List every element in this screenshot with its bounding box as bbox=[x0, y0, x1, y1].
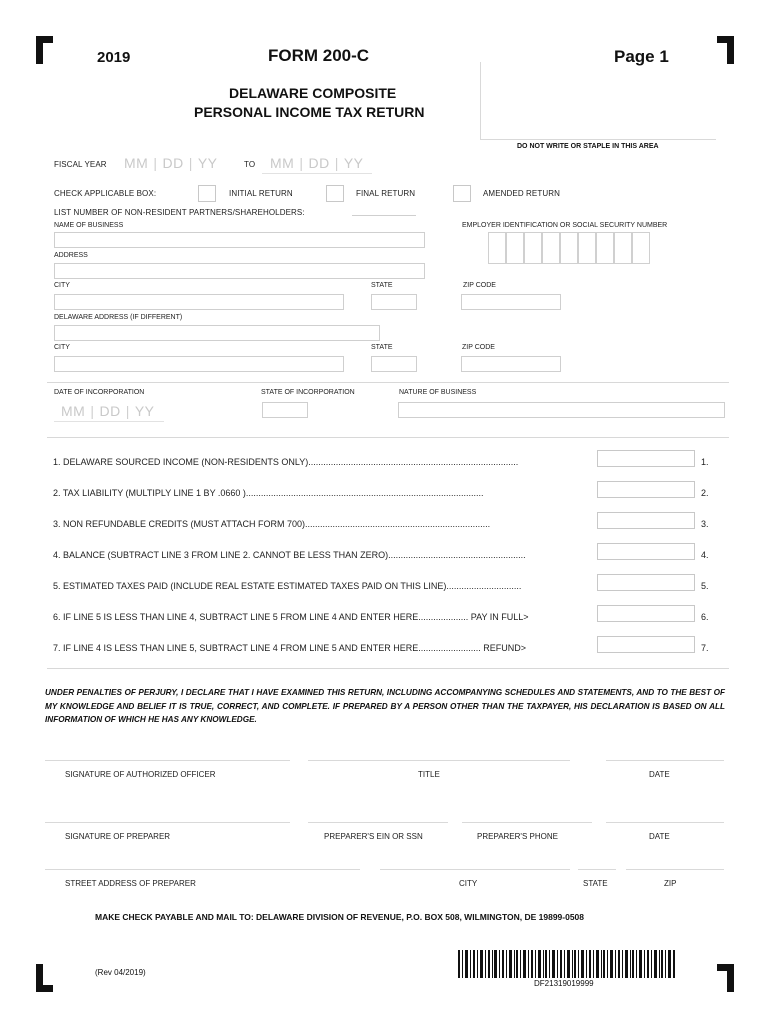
check-box-label: CHECK APPLICABLE BOX: bbox=[54, 189, 157, 198]
ein-digit-box[interactable] bbox=[578, 232, 596, 264]
preparer-state-label: STATE bbox=[583, 879, 608, 888]
preparer-zip-label: ZIP bbox=[664, 879, 677, 888]
nature-business-label: NATURE OF BUSINESS bbox=[399, 389, 477, 396]
form-title-line1: DELAWARE COMPOSITE bbox=[229, 85, 397, 101]
line-1-text: 1. DELAWARE SOURCED INCOME (NON-RESIDENTS ONLY).................................................................................... bbox=[53, 457, 519, 467]
date2-line[interactable] bbox=[606, 822, 724, 823]
divider bbox=[47, 437, 729, 438]
fiscal-start-dd: DD bbox=[162, 155, 184, 171]
ein-digit-box[interactable] bbox=[614, 232, 632, 264]
preparer-ein-label: PREPARER'S EIN OR SSN bbox=[324, 832, 423, 841]
fiscal-end-dd: DD bbox=[308, 155, 330, 171]
mail-instruction: MAKE CHECK PAYABLE AND MAIL TO: DELAWARE DIVISION OF REVENUE, P.O. BOX 508, WILMINGTON, DE 19899-0508 bbox=[95, 912, 585, 922]
amended-return-label: AMENDED RETURN bbox=[483, 189, 560, 198]
city-input[interactable] bbox=[54, 294, 344, 310]
date2-label: DATE bbox=[649, 832, 670, 841]
officer-signature-line[interactable] bbox=[45, 760, 290, 761]
line-6-text: 6. IF LINE 5 IS LESS THAN LINE 4, SUBTRACT LINE 5 FROM LINE 4 AND ENTER HERE.................... PAY IN FULL> bbox=[53, 612, 529, 622]
date-inc-underline bbox=[54, 421, 164, 422]
date-incorporation-label: DATE OF INCORPORATION bbox=[54, 389, 145, 396]
street-address-label: STREET ADDRESS OF PREPARER bbox=[65, 879, 196, 888]
line-3-amount[interactable] bbox=[597, 512, 695, 529]
preparer-signature-line[interactable] bbox=[45, 822, 290, 823]
fiscal-start-yy: YY bbox=[197, 155, 218, 171]
preparer-ein-line[interactable] bbox=[308, 822, 448, 823]
ein-digit-box[interactable] bbox=[632, 232, 650, 264]
line-4-text: 4. BALANCE (SUBTRACT LINE 3 FROM LINE 2. CANNOT BE LESS THAN ZERO)....................................................... bbox=[53, 550, 526, 560]
line-6-amount[interactable] bbox=[597, 605, 695, 622]
revision-date: (Rev 04/2019) bbox=[95, 968, 146, 977]
amended-return-checkbox[interactable] bbox=[453, 185, 471, 202]
form-title-line2: PERSONAL INCOME TAX RETURN bbox=[194, 104, 425, 120]
partners-count-field[interactable] bbox=[352, 215, 416, 216]
ein-label: EMPLOYER IDENTIFICATION OR SOCIAL SECURITY NUMBER bbox=[462, 222, 668, 229]
line-5-amount[interactable] bbox=[597, 574, 695, 591]
initial-return-label: INITIAL RETURN bbox=[229, 189, 293, 198]
fiscal-end-yy: YY bbox=[343, 155, 364, 171]
zip-label: ZIP CODE bbox=[463, 282, 496, 289]
inc-dd: DD bbox=[99, 403, 121, 419]
final-return-label: FINAL RETURN bbox=[356, 189, 416, 198]
preparer-city-line[interactable] bbox=[380, 869, 570, 870]
page-number: Page 1 bbox=[614, 47, 669, 66]
nature-business-input[interactable] bbox=[398, 402, 725, 418]
zip2-label: ZIP CODE bbox=[462, 344, 495, 351]
ein-digit-box[interactable] bbox=[488, 232, 506, 264]
date1-line[interactable] bbox=[606, 760, 724, 761]
officer-signature-label: SIGNATURE OF AUTHORIZED OFFICER bbox=[65, 770, 216, 779]
ein-digit-box[interactable] bbox=[524, 232, 542, 264]
no-write-area bbox=[480, 62, 716, 140]
state2-input[interactable] bbox=[371, 356, 417, 372]
fiscal-end-underline bbox=[262, 173, 372, 174]
ein-input[interactable] bbox=[488, 232, 652, 264]
line-2-text: 2. TAX LIABILITY (MULTIPLY LINE 1 BY .0660 )............................................................................................... bbox=[53, 488, 484, 498]
line-4-amount[interactable] bbox=[597, 543, 695, 560]
city2-label: CITY bbox=[54, 344, 70, 351]
partners-label: LIST NUMBER OF NON-RESIDENT PARTNERS/SHAREHOLDERS: bbox=[54, 208, 305, 217]
line-6-number: 6. bbox=[701, 612, 709, 622]
divider bbox=[47, 382, 729, 383]
line-3-number: 3. bbox=[701, 519, 709, 529]
line-2-amount[interactable] bbox=[597, 481, 695, 498]
corner-mark-bottom-left-bar bbox=[36, 985, 53, 992]
inc-yy: YY bbox=[134, 403, 155, 419]
barcode-text: DF21319019999 bbox=[534, 979, 594, 988]
preparer-signature-label: SIGNATURE OF PREPARER bbox=[65, 832, 171, 841]
corner-mark-top-right-bar bbox=[717, 36, 734, 43]
preparer-state-line[interactable] bbox=[578, 869, 616, 870]
line-3-text: 3. NON REFUNDABLE CREDITS (MUST ATTACH FORM 700).......................................................................... bbox=[53, 519, 491, 529]
state2-label: STATE bbox=[371, 344, 393, 351]
ein-digit-box[interactable] bbox=[560, 232, 578, 264]
line-1-amount[interactable] bbox=[597, 450, 695, 467]
fiscal-year-end-field[interactable]: MM | DD | YY bbox=[270, 155, 364, 171]
barcode-image bbox=[458, 950, 676, 978]
perjury-declaration: UNDER PENALTIES OF PERJURY, I DECLARE THAT I HAVE EXAMINED THIS RETURN, INCLUDING ACCOMPANYING SCHEDULES AND STATEMENTS, AND TO THE BEST OF MY KNOWLEDGE AND BELIEF IT IS TRUE, CORRECT, AND COMPLETE. IF PREPARED BY A PERSON OTHER THAN THE TAXPAYER, HIS DECLARATION IS BASED ON ALL INFORMATION OF WHICH HE HAS ANY KNOWLEDGE. bbox=[45, 688, 725, 724]
ein-digit-box[interactable] bbox=[596, 232, 614, 264]
title-label: TITLE bbox=[418, 770, 440, 779]
line-5-text: 5. ESTIMATED TAXES PAID (INCLUDE REAL ESTATE ESTIMATED TAXES PAID ON THIS LINE).............................. bbox=[53, 581, 522, 591]
fiscal-to-label: TO bbox=[244, 160, 256, 169]
title-line[interactable] bbox=[308, 760, 570, 761]
preparer-phone-line[interactable] bbox=[462, 822, 592, 823]
no-write-label: DO NOT WRITE OR STAPLE IN THIS AREA bbox=[517, 143, 659, 150]
zip2-input[interactable] bbox=[461, 356, 561, 372]
city-label: CITY bbox=[54, 282, 70, 289]
preparer-phone-label: PREPARER'S PHONE bbox=[477, 832, 558, 841]
line-7-amount[interactable] bbox=[597, 636, 695, 653]
preparer-zip-line[interactable] bbox=[626, 869, 724, 870]
address-input[interactable] bbox=[54, 263, 425, 279]
city2-input[interactable] bbox=[54, 356, 344, 372]
initial-return-checkbox[interactable] bbox=[198, 185, 216, 202]
date1-label: DATE bbox=[649, 770, 670, 779]
divider bbox=[47, 668, 729, 669]
line-5-number: 5. bbox=[701, 581, 709, 591]
state-input[interactable] bbox=[371, 294, 417, 310]
form-number: FORM 200-C bbox=[268, 46, 370, 65]
preparer-city-label: CITY bbox=[459, 879, 478, 888]
fiscal-end-mm: MM bbox=[270, 155, 295, 171]
business-name-input[interactable] bbox=[54, 232, 425, 248]
line-4-number: 4. bbox=[701, 550, 709, 560]
zip-input[interactable] bbox=[461, 294, 561, 310]
state-label: STATE bbox=[371, 282, 393, 289]
corner-mark-top-left-bar bbox=[36, 36, 53, 43]
state-incorporation-label: STATE OF INCORPORATION bbox=[261, 389, 355, 396]
ein-digit-box[interactable] bbox=[506, 232, 524, 264]
business-name-label: NAME OF BUSINESS bbox=[54, 222, 124, 229]
ein-digit-box[interactable] bbox=[542, 232, 560, 264]
date-incorporation-field[interactable]: MM | DD | YY bbox=[61, 403, 155, 419]
state-incorporation-input[interactable] bbox=[262, 402, 308, 418]
fiscal-year-start-field[interactable]: MM | DD | YY bbox=[124, 155, 218, 171]
address-label: ADDRESS bbox=[54, 252, 88, 259]
delaware-address-input[interactable] bbox=[54, 325, 380, 341]
inc-mm: MM bbox=[61, 403, 86, 419]
fiscal-year-label: FISCAL YEAR bbox=[54, 160, 107, 169]
street-address-line[interactable] bbox=[45, 869, 360, 870]
line-7-text: 7. IF LINE 4 IS LESS THAN LINE 5, SUBTRACT LINE 4 FROM LINE 5 AND ENTER HERE......................... REFUND> bbox=[53, 643, 527, 653]
delaware-address-label: DELAWARE ADDRESS (IF DIFFERENT) bbox=[54, 314, 183, 321]
fiscal-start-mm: MM bbox=[124, 155, 149, 171]
line-7-number: 7. bbox=[701, 643, 709, 653]
final-return-checkbox[interactable] bbox=[326, 185, 344, 202]
line-2-number: 2. bbox=[701, 488, 709, 498]
form-year: 2019 bbox=[97, 49, 131, 66]
corner-mark-bottom-right-bar bbox=[717, 964, 734, 971]
line-1-number: 1. bbox=[701, 457, 709, 467]
